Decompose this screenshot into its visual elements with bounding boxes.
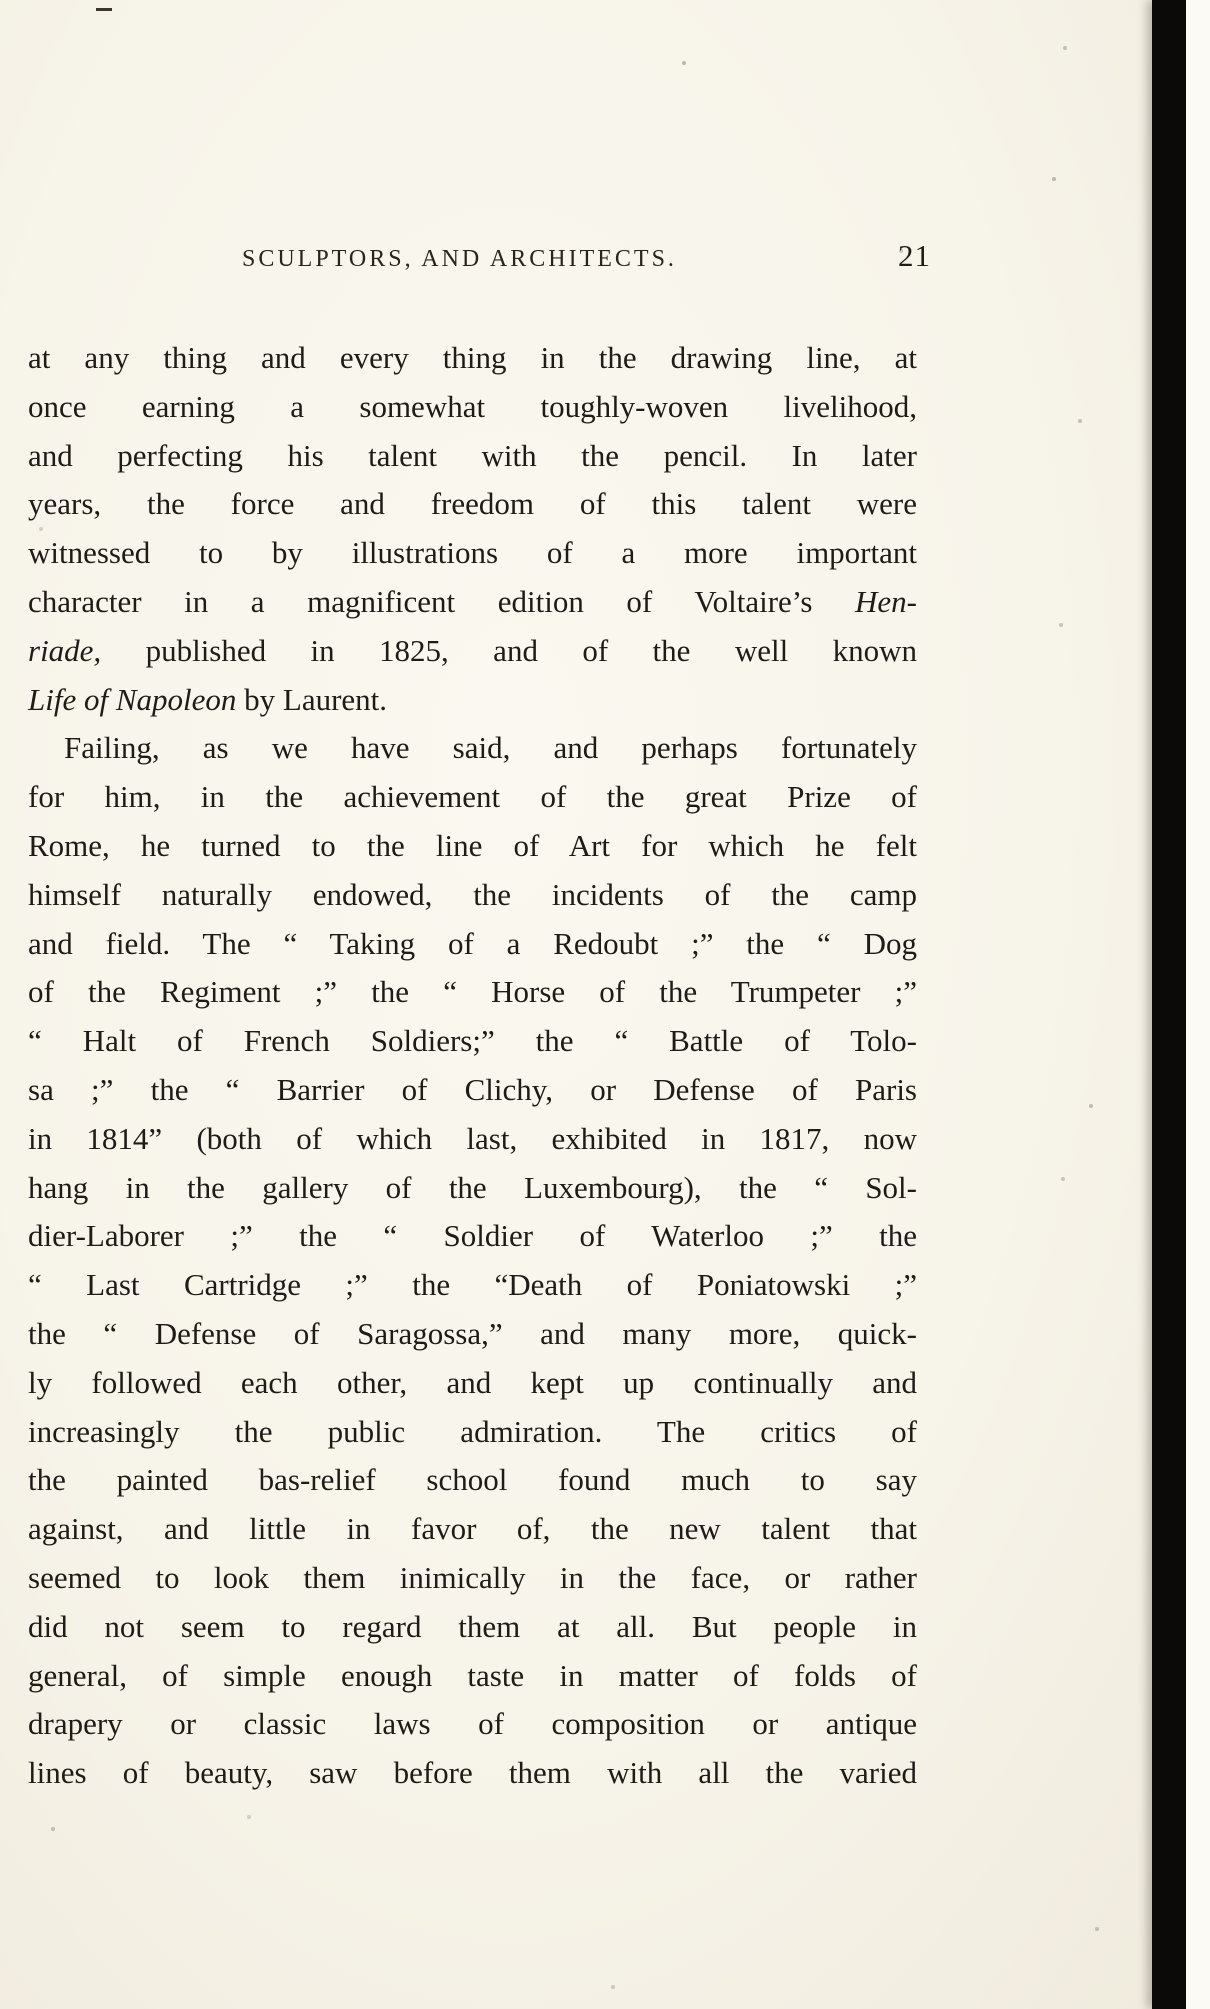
text-line: [28, 1603, 917, 1652]
text-segment: and perfecting his talent with the pencil. In later: [28, 437, 917, 473]
text-segment: for him, in the achievement of the great Prize of: [28, 779, 917, 815]
text-line: [28, 334, 917, 383]
text-line: [28, 1261, 917, 1310]
text-line: [28, 627, 917, 676]
text-line: [28, 871, 917, 920]
text-line: [28, 529, 917, 578]
text-line: [28, 1456, 917, 1505]
text-line: [28, 480, 917, 529]
text-line: [28, 1749, 917, 1798]
text-line: [28, 773, 917, 822]
text-segment: did not seem to regard them at all. But people in: [28, 1608, 917, 1644]
running-title: SCULPTORS, AND ARCHITECTS.: [241, 246, 677, 272]
text-segment: witnessed to by illustrations of a more important: [28, 535, 917, 571]
text-segment: at any thing and every thing in the drawing line, at: [28, 340, 917, 375]
text-line: [28, 1554, 917, 1603]
text-segment: seemed to look them inimically in the face, or rather: [28, 1559, 917, 1595]
text-segment: by Laurent.: [236, 681, 388, 717]
text-line: [28, 1408, 917, 1457]
text-line: [28, 1066, 917, 1115]
scan-specks: [0, 0, 2, 2]
text-segment: “ Halt of French Soldiers;” the “ Battle of Tolo-: [28, 1023, 917, 1059]
text-segment: the painted bas-relief school found much to say: [28, 1462, 917, 1498]
text-line: [28, 676, 917, 725]
text-segment: increasingly the public admiration. The critics of: [28, 1413, 917, 1449]
page-edge-strip: [1152, 0, 1186, 2009]
text-segment: ly followed each other, and kept up continually and: [28, 1364, 917, 1400]
text-line: [28, 1212, 917, 1261]
text-line: [28, 1505, 917, 1554]
italic-text-segment: Hen-: [855, 583, 917, 619]
text-segment: character in a magnificent edition of Voltaire’s: [28, 583, 856, 619]
text-segment: dier-Laborer ;” the “ Soldier of Waterloo ;” the: [28, 1218, 917, 1254]
text-segment: published in 1825, and of the well known: [101, 632, 917, 668]
text-segment: general, of simple enough taste in matter of folds of: [28, 1657, 917, 1693]
body-text: [28, 334, 917, 1798]
text-line: [28, 1652, 917, 1701]
text-line: [28, 1310, 917, 1359]
text-segment: and field. The “ Taking of a Redoubt ;” the “ Dog: [28, 925, 917, 961]
text-segment: “ Last Cartridge ;” the “Death of Poniatowski ;”: [28, 1267, 917, 1303]
text-segment: in 1814” (both of which last, exhibited in 1817, now: [28, 1120, 917, 1156]
text-segment: drapery or classic laws of composition or antique: [28, 1706, 917, 1742]
text-line: [28, 1115, 917, 1164]
text-line: [28, 1017, 917, 1066]
text-segment: Failing, as we have said, and perhaps fortunately: [64, 730, 917, 766]
page-edge-sliver: [1186, 0, 1210, 2009]
text-segment: of the Regiment ;” the “ Horse of the Trumpeter ;”: [28, 974, 917, 1010]
text-line: [28, 1164, 917, 1213]
scan-artifact-dash: [96, 8, 112, 11]
text-segment: himself naturally endowed, the incidents of the camp: [28, 876, 917, 912]
italic-text-segment: riade,: [28, 632, 102, 668]
text-line: [28, 578, 917, 627]
text-line: [28, 724, 917, 773]
text-segment: years, the force and freedom of this talent were: [28, 486, 917, 522]
italic-text-segment: Life of Napoleon: [28, 681, 237, 717]
text-segment: lines of beauty, saw before them with all the varied: [28, 1755, 917, 1791]
text-line: [28, 822, 917, 871]
text-segment: Rome, he turned to the line of Art for which he felt: [28, 827, 917, 863]
text-line: [28, 383, 917, 432]
text-line: [28, 432, 917, 481]
page-header: [28, 238, 931, 282]
text-segment: once earning a somewhat toughly-woven livelihood,: [28, 388, 917, 424]
text-line: [28, 1359, 917, 1408]
text-line: [28, 920, 917, 969]
text-segment: sa ;” the “ Barrier of Clichy, or Defense of Paris: [28, 1071, 917, 1107]
text-segment: against, and little in favor of, the new talent that: [28, 1511, 917, 1547]
text-segment: the “ Defense of Saragossa,” and many more, quick-: [28, 1315, 917, 1351]
text-line: [28, 968, 917, 1017]
text-line: [28, 1700, 917, 1749]
page-number: 21: [898, 238, 931, 273]
text-segment: hang in the gallery of the Luxembourg), the “ Sol-: [28, 1169, 917, 1205]
